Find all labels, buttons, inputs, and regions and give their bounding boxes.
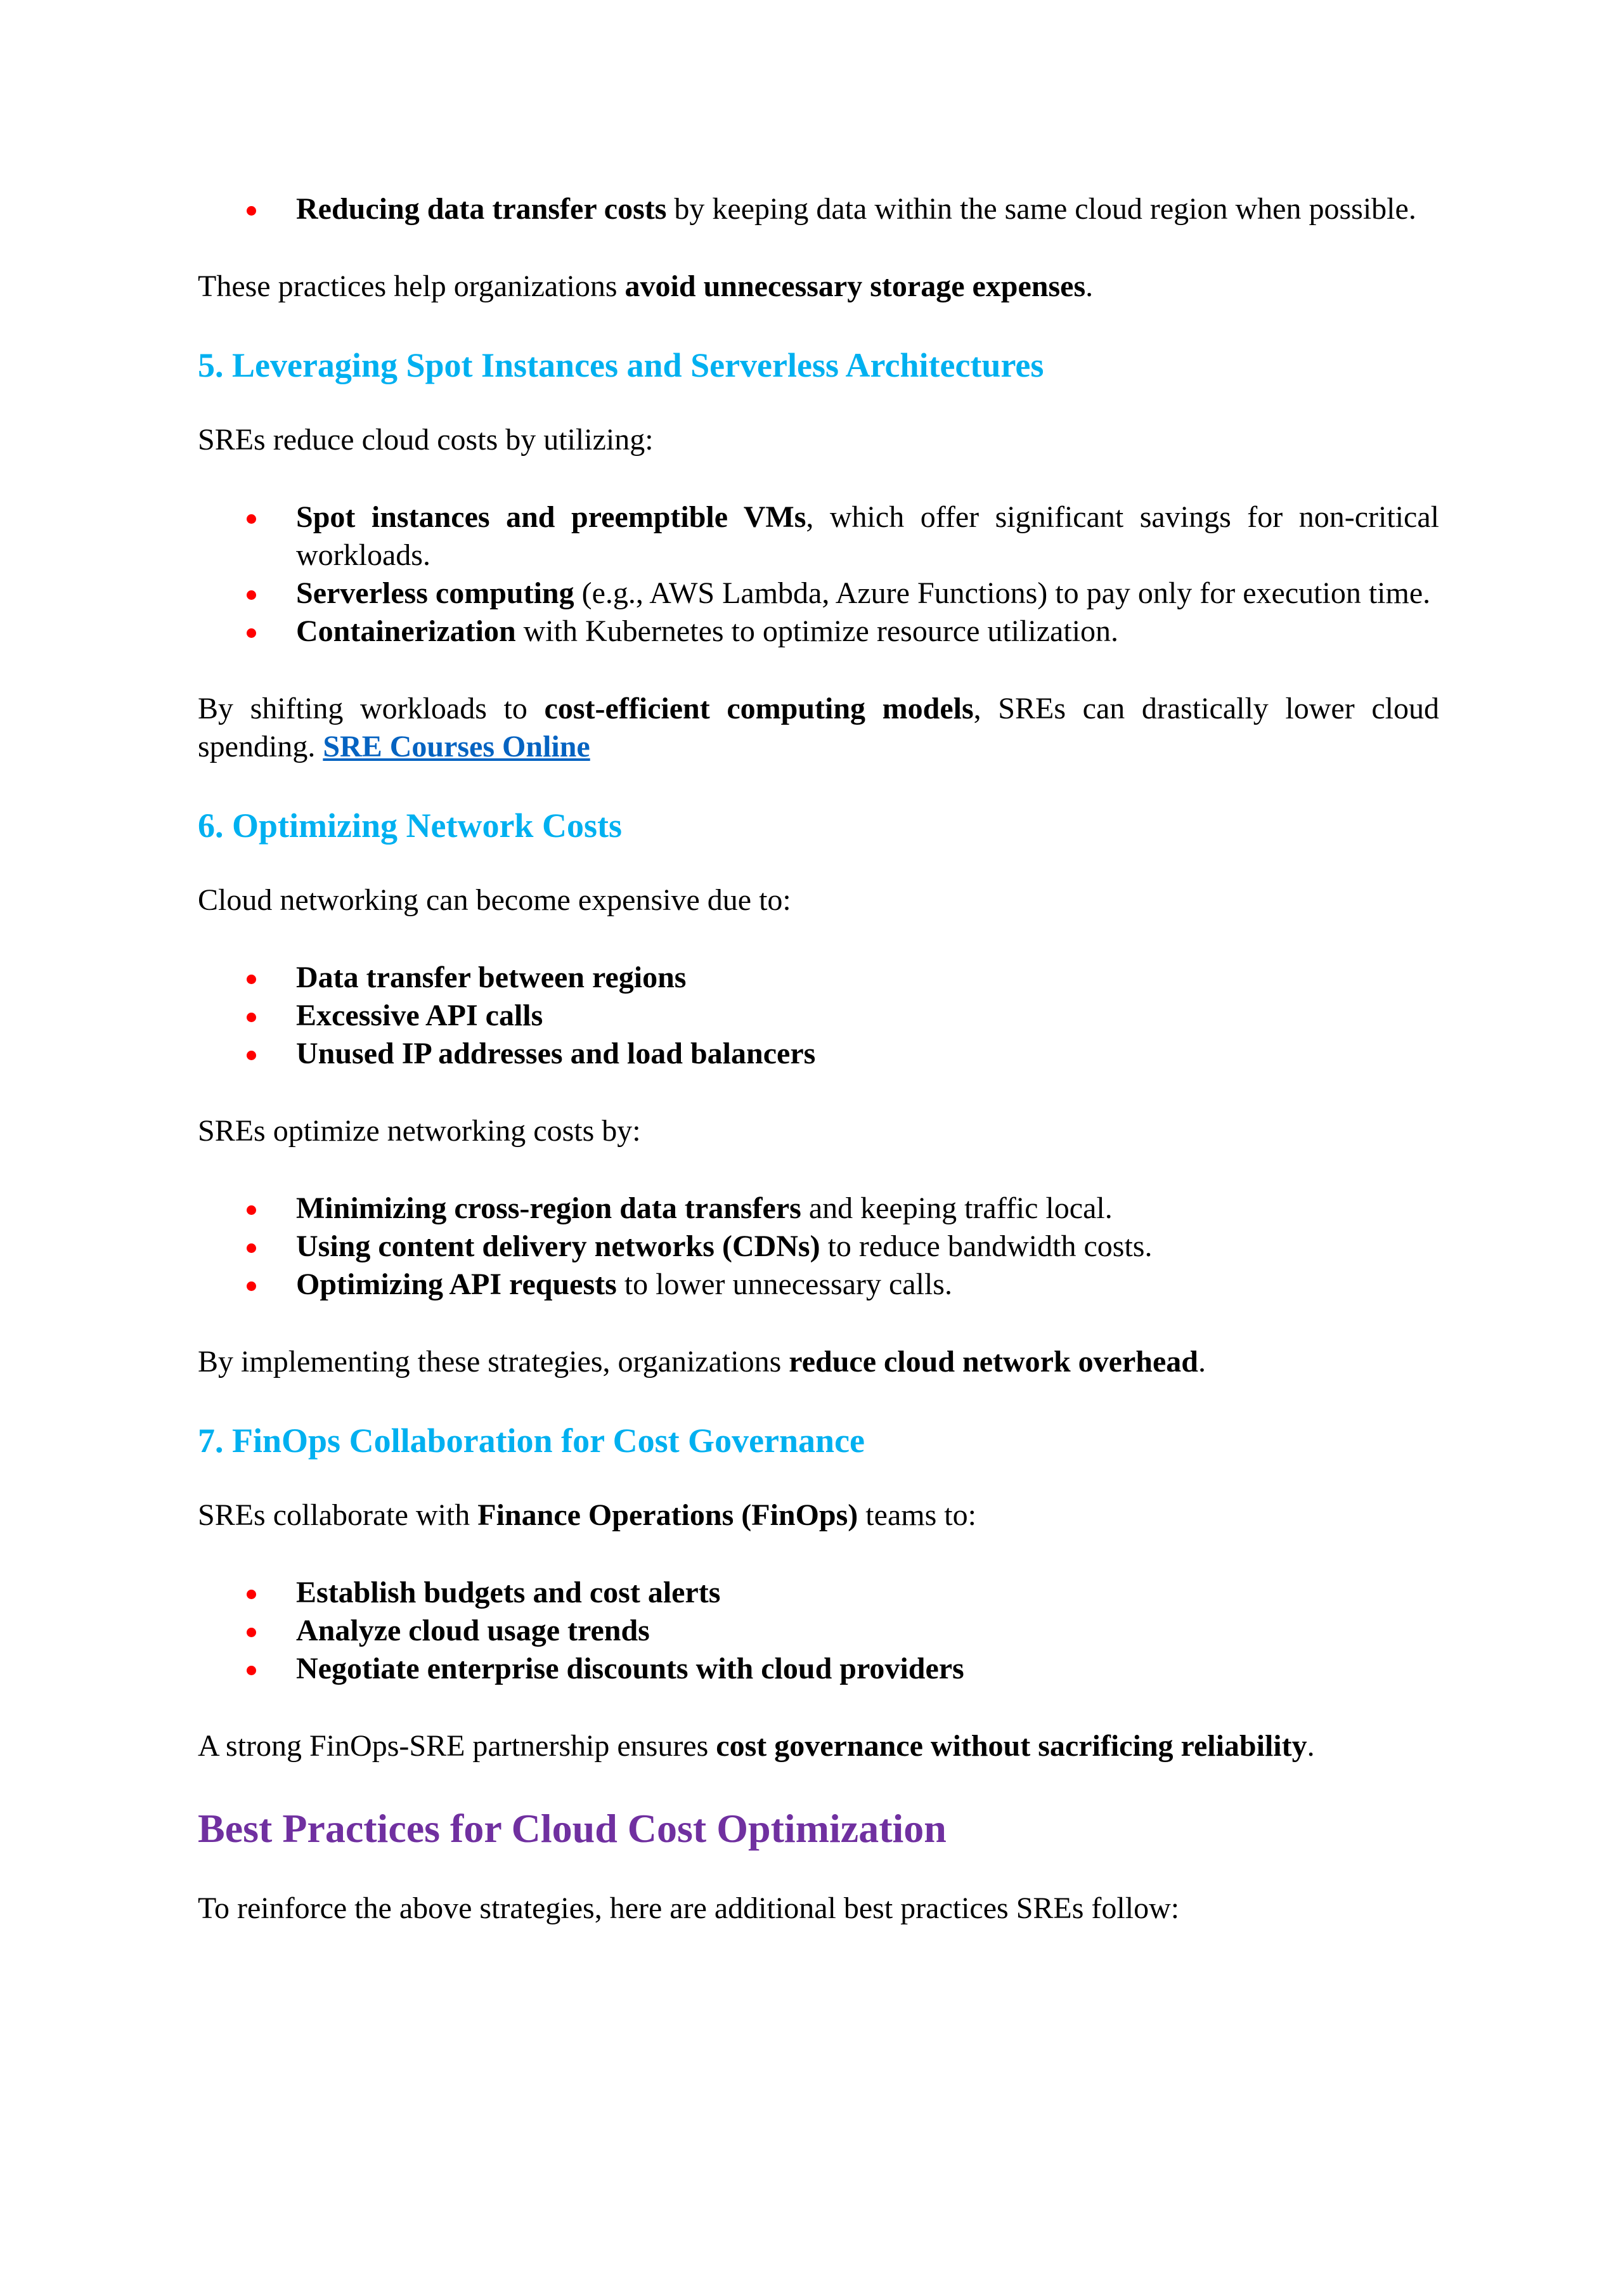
list-item: Analyze cloud usage trends [198,1612,1439,1650]
best-practices-intro: To reinforce the above strategies, here are additional best practices SREs follow: [198,1891,1180,1925]
document-page [198,190,1439,1967]
bullet-icon [247,1628,256,1637]
bullet-icon [247,514,256,524]
list-item: Minimizing cross-region data transfers and keeping traffic local. [198,1190,1439,1228]
list-item: Serverless computing (e.g., AWS Lambda, Azure Functions) to pay only for execution time. [198,574,1439,613]
section-7-heading: 7. FinOps Collaboration for Cost Governance [198,1422,865,1460]
bullet-icon [247,628,256,638]
section-6-summary: By implementing these strategies, organizations reduce cloud network overhead. [198,1345,1206,1378]
section-5-summary: By shifting workloads to cost-efficient computing models, SREs can drastically lower cloud spending. SRE Courses Online [198,692,1439,763]
section-7-intro: SREs collaborate with Finance Operations (FinOps) teams to: [198,1498,976,1532]
section-7-bullets [198,1574,1439,1688]
list-item: Reducing data transfer costs by keeping data within the same cloud region when possible. [198,190,1439,228]
bullet-icon [247,1281,256,1291]
section-6-causes [198,959,1439,1073]
bullet-icon [247,590,256,600]
section-5-heading: 5. Leveraging Spot Instances and Serverless Architectures [198,346,1044,384]
list-item: Using content delivery networks (CDNs) to reduce bandwidth costs. [198,1228,1439,1266]
list-item: Establish budgets and cost alerts [198,1574,1439,1612]
list-item: Containerization with Kubernetes to optimize resource utilization. [198,613,1439,651]
list-item: Unused IP addresses and load balancers [198,1035,1439,1073]
list-item: Excessive API calls [198,997,1439,1035]
list-item: Negotiate enterprise discounts with cloud providers [198,1650,1439,1688]
sre-courses-online-link[interactable]: SRE Courses Online [323,730,590,763]
section-5-intro: SREs reduce cloud costs by utilizing: [198,423,654,457]
section-6-intro: Cloud networking can become expensive due to: [198,883,791,917]
bullet-icon [247,1205,256,1215]
section-5-bullets [198,498,1439,651]
section-6-intro-2: SREs optimize networking costs by: [198,1114,641,1148]
bullet-icon [247,1243,256,1253]
bullet-icon [247,1590,256,1599]
list-item: Spot instances and preemptible VMs, which offer significant savings for non-critical workloads. [198,498,1439,574]
bullet-icon [247,1666,256,1675]
storage-bullets [198,190,1439,228]
bullet-icon [247,975,256,984]
list-item: Optimizing API requests to lower unnecessary calls. [198,1266,1439,1304]
bullet-icon [247,206,256,216]
section-7-summary: A strong FinOps-SRE partnership ensures cost governance without sacrificing reliability. [198,1729,1315,1763]
list-item: Data transfer between regions [198,959,1439,997]
best-practices-heading: Best Practices for Cloud Cost Optimization [198,1806,947,1851]
storage-summary: These practices help organizations avoid unnecessary storage expenses. [198,269,1094,303]
section-6-bullets [198,1190,1439,1304]
section-6-heading: 6. Optimizing Network Costs [198,807,622,845]
bullet-icon [247,1013,256,1022]
bullet-icon [247,1051,256,1060]
